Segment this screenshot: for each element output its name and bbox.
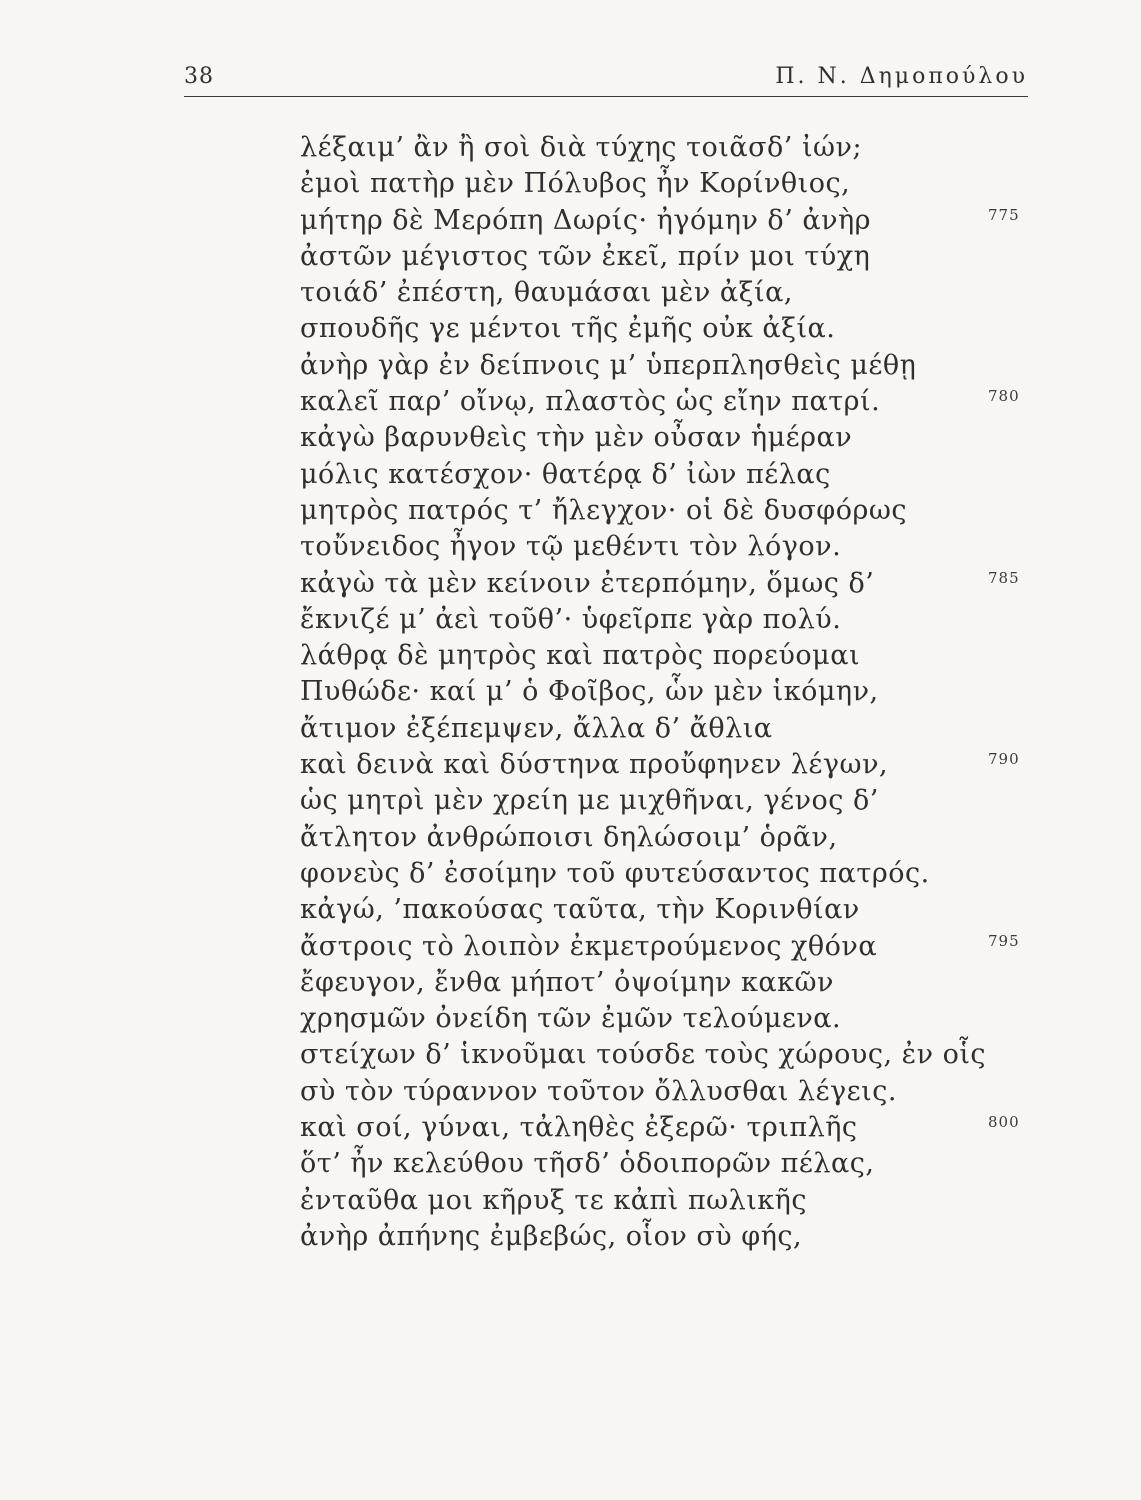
verse-text-line: λέξαιμ’ ἂν ἢ σοὶ διὰ τύχης τοιᾶσδ’ ἰών; (300, 132, 863, 163)
line-number: 780 (988, 387, 1020, 406)
verse-line (300, 965, 990, 1001)
verse-text-line: ἀστῶν μέγιστος τῶν ἐκεῖ, πρίν μοι τύχη (300, 240, 871, 272)
verse-line (300, 311, 990, 347)
verse-line (300, 166, 990, 202)
verse-text-line: ἄτλητον ἀνθρώποισι δηλώσοιμ’ ὁρᾶν, (300, 821, 838, 853)
verse-line (300, 1037, 990, 1073)
verse-line (300, 892, 990, 928)
line-number: 790 (988, 750, 1020, 769)
verse-line (300, 1001, 990, 1037)
verse-text-line: χρησμῶν ὀνείδη τῶν ἐμῶν τελούμενα. (300, 1003, 842, 1035)
verse-line (300, 1146, 990, 1182)
verse-text-line: ἐνταῦθα μοι κῆρυξ τε κἀπὶ πωλικῆς (300, 1184, 807, 1216)
verse-line (300, 711, 990, 747)
verse-text (300, 130, 1020, 1255)
verse-line (300, 529, 990, 565)
verse-line (300, 203, 1020, 239)
verse-text-line: ἀνὴρ γὰρ ἐν δείπνοις μ’ ὑπερπλησθεὶς μέθῃ (300, 349, 917, 381)
verse-line (300, 566, 1020, 602)
verse-line (300, 493, 990, 529)
verse-line (300, 929, 1020, 965)
verse-line (300, 384, 1020, 420)
verse-text-line: Πυθώδε· καί μ’ ὁ Φοῖβος, ὧν μὲν ἱκόμην, (300, 676, 879, 708)
verse-line (300, 638, 990, 674)
verse-line (300, 820, 990, 856)
verse-text-line: ἄτιμον ἐξέπεμψεν, ἄλλα δ’ ἄθλια (300, 712, 773, 744)
verse-text-line: τοὔνειδος ἦγον τῷ μεθέντι τὸν λόγον. (300, 531, 842, 563)
verse-text-line: φονεὺς δ’ ἐσοίμην τοῦ φυτεύσαντος πατρός. (300, 857, 930, 889)
verse-line (300, 1219, 990, 1255)
verse-text-line: τοιάδ’ ἐπέστη, θαυμάσαι μὲν ἀξία, (300, 277, 793, 309)
verse-text-line: ἐμοὶ πατὴρ μὲν Πόλυβος ἦν Κορίνθιος, (300, 168, 851, 200)
line-number: 795 (988, 931, 1020, 950)
verse-line (300, 420, 990, 456)
verse-line (300, 674, 990, 710)
verse-text-line: κἀγώ, ’πακούσας ταῦτα, τὴν Κορινθίαν (300, 894, 860, 926)
verse-text-line: ἄστροις τὸ λοιπὸν ἐκμετρούμενος χθόνα (300, 930, 878, 962)
verse-line (300, 1110, 1020, 1146)
verse-line (300, 457, 990, 493)
verse-text-line: κἀγὼ τὰ μὲν κείνοιν ἐτερπόμην, ὅμως δ’ (300, 567, 875, 599)
verse-text-line: κἀγὼ βαρυνθεὶς τὴν μὲν οὖσαν ἡμέραν (300, 422, 853, 454)
verse-text-line: ὡς μητρὶ μὲν χρείη με μιχθῆναι, γένος δ’ (300, 785, 879, 817)
verse-text-line: σπουδῆς γε μέντοι τῆς ἐμῆς οὐκ ἀξία. (300, 313, 836, 345)
line-number: 775 (988, 205, 1020, 224)
running-head: Π. Ν. Δημοπούλου (775, 64, 1028, 89)
verse-line (300, 275, 990, 311)
verse-text-line: ὅτ’ ἦν κελεύθου τῆσδ’ ὁδοιπορῶν πέλας, (300, 1148, 875, 1180)
verse-text-line: μόλις κατέσχον· θατέρᾳ δ’ ἰὼν πέλας (300, 458, 831, 490)
verse-text-line: καὶ δεινὰ καὶ δύστηνα προὔφηνεν λέγων, (300, 749, 889, 781)
verse-text-line: καὶ σοί, γύναι, τἀληθὲς ἐξερῶ· τριπλῆς (300, 1112, 858, 1144)
verse-text-line: καλεῖ παρ’ οἴνῳ, πλαστὸς ὡς εἴην πατρί. (300, 386, 881, 418)
verse-line (300, 856, 990, 892)
verse-text-line: σὺ τὸν τύραννον τοῦτον ὄλλυσθαι λέγεις. (300, 1075, 897, 1107)
page-number: 38 (184, 64, 214, 89)
verse-line (300, 783, 990, 819)
verse-text-line: ἔφευγον, ἔνθα μήποτ’ ὀψοίμην κακῶν (300, 966, 834, 998)
verse-line (300, 1074, 990, 1110)
verse-text-line: ἀνὴρ ἀπήνης ἐμβεβώς, οἷον σὺ φής, (300, 1220, 803, 1252)
verse-text-line: ἔκνιζέ μ’ ἀεὶ τοῦθ’· ὑφεῖρπε γὰρ πολύ. (300, 603, 842, 635)
verse-line (300, 130, 990, 166)
verse-text-line: μητρὸς πατρός τ’ ἤλεγχον· οἱ δὲ δυσφόρως (300, 494, 907, 526)
page-header (184, 58, 1028, 97)
verse-line (300, 348, 990, 384)
verse-line (300, 747, 1020, 783)
verse-line (300, 602, 990, 638)
verse-text-line: λάθρᾳ δὲ μητρὸς καὶ πατρὸς πορεύομαι (300, 640, 861, 672)
verse-text-line: μήτηρ δὲ Μερόπη Δωρίς· ἠγόμην δ’ ἀνὴρ (300, 204, 872, 236)
verse-line (300, 1183, 990, 1219)
verse-line (300, 239, 990, 275)
verse-text-line: στείχων δ’ ἱκνοῦμαι τούσδε τοὺς χώρους, ἐν οἷς (300, 1039, 987, 1071)
line-number: 785 (988, 568, 1020, 587)
line-number: 800 (988, 1113, 1020, 1132)
